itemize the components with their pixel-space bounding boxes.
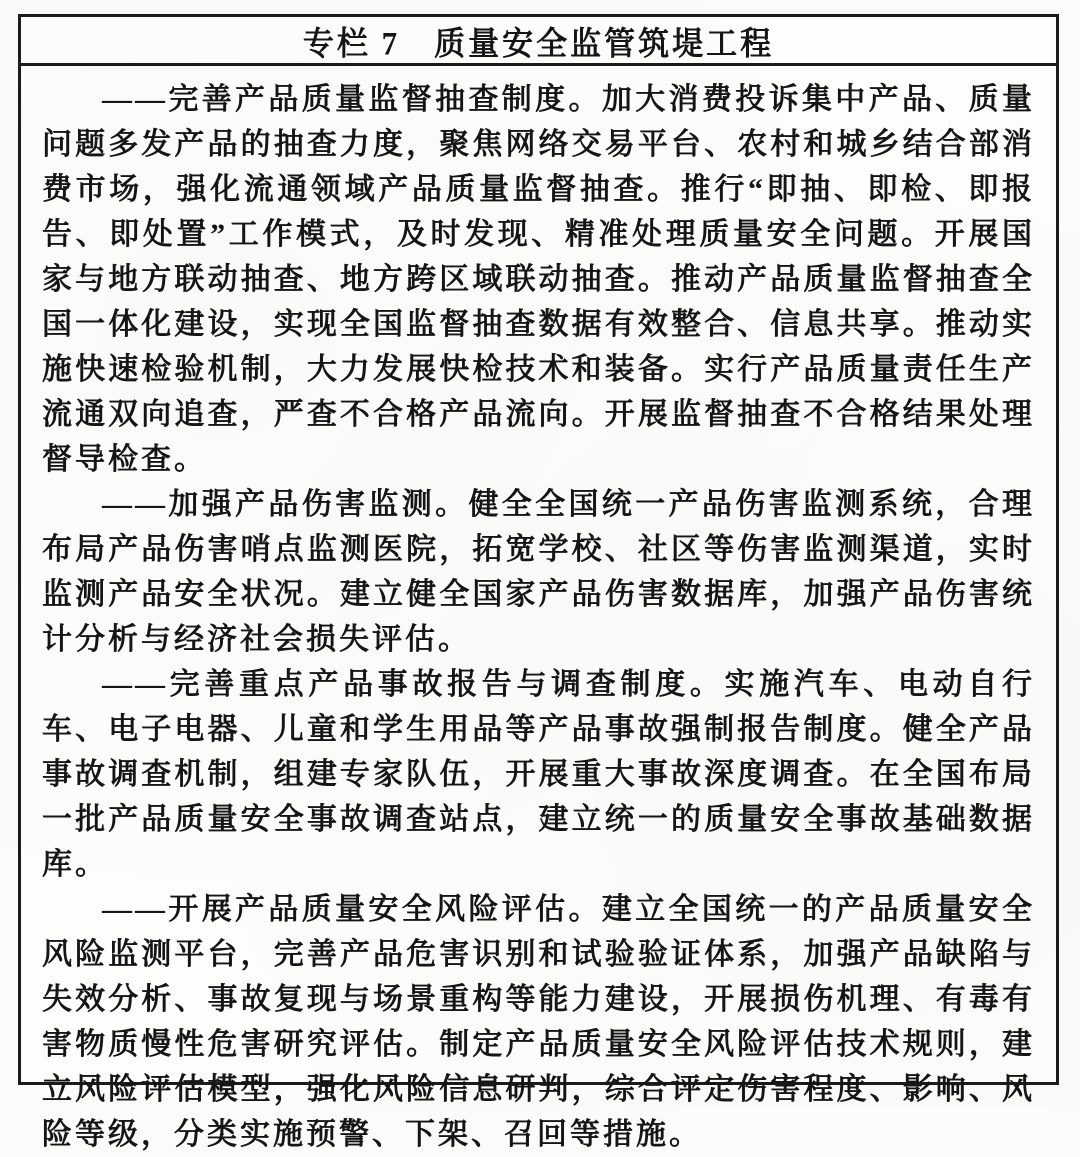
paragraph-accident-reporting: ——完善重点产品事故报告与调查制度。实施汽车、电动自行车、电子电器、儿童和学生用品等产品事故强制报告制度。健全产品事故调查机制，组建专家队伍，开展重大事故深度调查。在全国布局一批产品质量安全事故调查站点，建立统一的质量安全事故基础数据库。 — [42, 668, 1035, 881]
paragraph-risk-assessment: ——开展产品质量安全风险评估。建立全国统一的产品质量安全风险监测平台，完善产品危害识别和试验验证体系，加强产品缺陷与失效分析、事故复现与场景重构等能力建设，开展损伤机理、有毒有害物质慢性危害研究评估。制定产品质量安全风险评估技术规则，建立风险评估模型，强化风险信息研判，综合评定伤害程度、影响、风险等级，分类实施预警、下架、召回等措施。 — [42, 893, 1035, 1151]
callout-box — [18, 14, 1059, 1151]
callout-title: 专栏 7 质量安全监管筑堤工程 — [302, 24, 775, 62]
callout-title-bar — [21, 17, 1056, 66]
callout-body — [21, 66, 1056, 1157]
paragraph-supervision-sampling: ——完善产品质量监督抽查制度。加大消费投诉集中产品、质量问题多发产品的抽查力度，聚焦网络交易平台、农村和城乡结合部消费市场，强化流通领域产品质量监督抽查。推行“即抽、即检、即报告、即处置”工作模式，及时发现、精准处理质量安全问题。开展国家与地方联动抽查、地方跨区域联动抽查。推动产品质量监督抽查全国一体化建设，实现全国监督抽查数据有效整合、信息共享。推动实施快速检验机制，大力发展快检技术和装备。实行产品质量责任生产流通双向追查，严查不合格产品流向。开展监督抽查不合格结果处理督导检查。 — [42, 83, 1035, 476]
paragraph-injury-monitoring: ——加强产品伤害监测。健全全国统一产品伤害监测系统，合理布局产品伤害哨点监测医院，拓宽学校、社区等伤害监测渠道，实时监测产品安全状况。建立健全国家产品伤害数据库，加强产品伤害统计分析与经济社会损失评估。 — [42, 488, 1035, 656]
